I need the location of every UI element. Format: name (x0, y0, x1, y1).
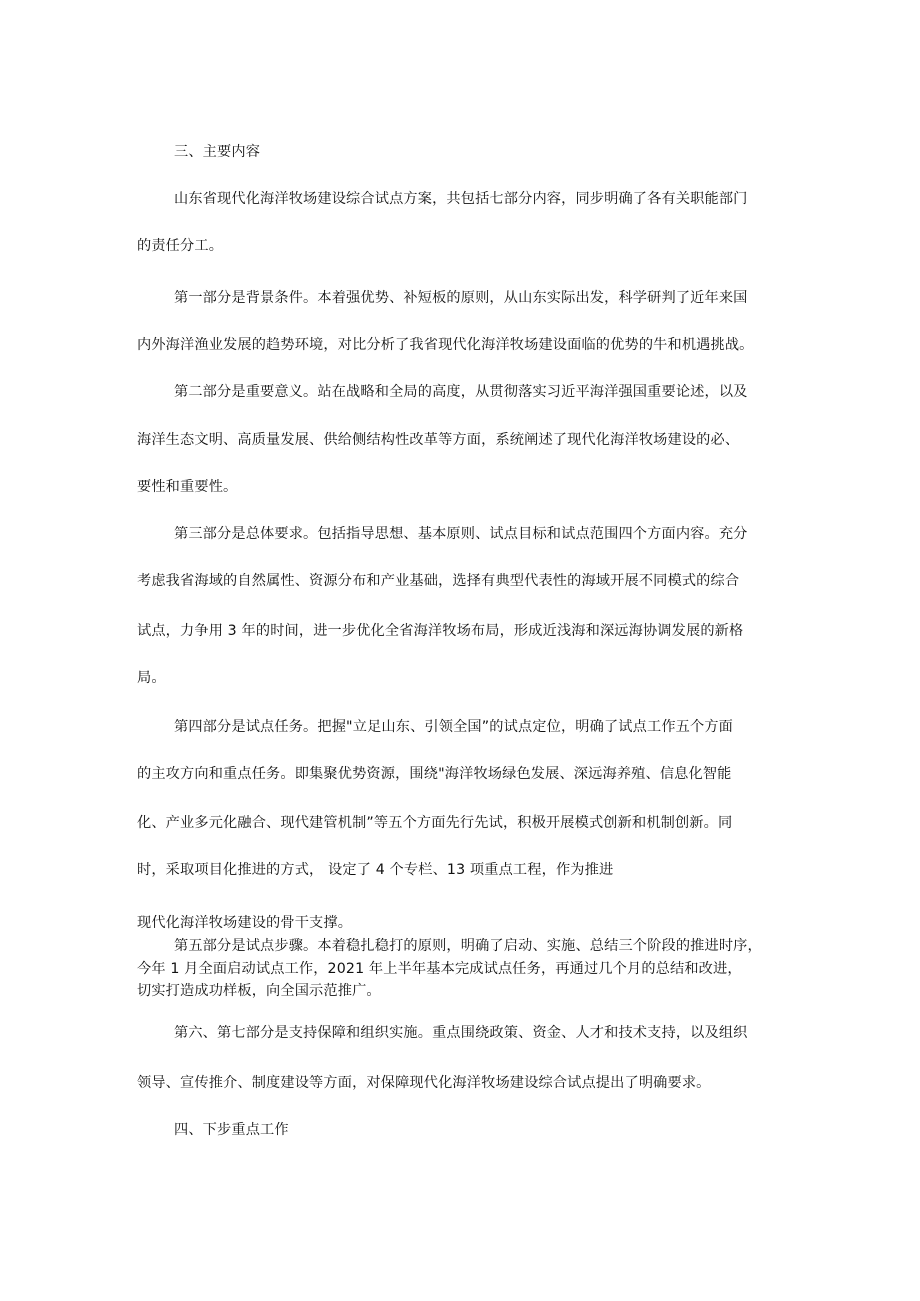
part4-paragraph-line: 时，采取项目化推进的方式， 设定了 4 个专栏、13 项重点工程，作为推进 (137, 862, 614, 878)
part4-paragraph-line: 化、产业多元化融合、现代建管机制”等五个方面先行先试，积极开展模式创新和机制创新。同 (137, 815, 733, 831)
part1-paragraph-line: 第一部分是背景条件。本着强优势、补短板的原则，从山东实际出发，科学研判了近年来国 (174, 290, 748, 306)
part6-7-paragraph-line: 领导、宣传推介、制度建设等方面，对保障现代化海洋牧场建设综合试点提出了明确要求。 (137, 1075, 711, 1091)
part4-paragraph-line: 的主攻方向和重点任务。即集聚优势资源，围绕"海洋牧场绿色发展、深远海养殖、信息化智能 (137, 766, 732, 782)
part6-7-paragraph-line: 第六、第七部分是支持保障和组织实施。重点围绕政策、资金、人才和技术支持，以及组织 (174, 1025, 748, 1041)
part3-paragraph-line: 考虑我省海域的自然属性、资源分布和产业基础，选择有典型代表性的海域开展不同模式的综合 (137, 573, 740, 589)
part2-paragraph-line: 第二部分是重要意义。站在战略和全局的高度，从贯彻落实习近平海洋强国重要论述，以及 (174, 384, 748, 400)
part4-paragraph-line: 现代化海洋牧场建设的骨干支撑。 (137, 915, 353, 931)
part1-paragraph-line: 内外海洋渔业发展的趋势环境，对比分析了我省现代化海洋牧场建设面临的优势的牛和机遇挑战。 (137, 337, 754, 353)
part3-paragraph-line: 第三部分是总体要求。包括指导思想、基本原则、试点目标和试点范围四个方面内容。充分 (174, 526, 748, 542)
intro-paragraph-line: 山东省现代化海洋牧场建设综合试点方案，共包括七部分内容，同步明确了各有关职能部门 (174, 191, 748, 207)
part3-paragraph-line: 试点，力争用 3 年的时间，进一步优化全省海洋牧场布局，形成近浅海和深远海协调发展的新格 (137, 623, 744, 639)
section-heading-main-content: 三、主要内容 (174, 144, 261, 160)
part5-paragraph-line: 第五部分是试点步骤。本着稳扎稳打的原则，明确了启动、实施、总结三个阶段的推进时序， (174, 938, 762, 954)
part5-paragraph-line: 切实打造成功样板，向全国示范推广。 (137, 983, 381, 999)
part2-paragraph-line: 要性和重要性。 (137, 479, 238, 495)
part5-paragraph-line: 今年 1 月全面启动试点工作，2021 年上半年基本完成试点任务，再通过几个月的总结和改进， (137, 961, 742, 977)
part3-paragraph-line: 局。 (137, 670, 166, 686)
intro-paragraph-line: 的责任分工。 (137, 238, 224, 254)
section-heading-next-steps: 四、下步重点工作 (174, 1122, 289, 1138)
part4-paragraph-line: 第四部分是试点任务。把握"立足山东、引领全国”的试点定位，明确了试点工作五个方面 (174, 719, 734, 735)
part2-paragraph-line: 海洋生态文明、高质量发展、供给侧结构性改革等方面，系统阐述了现代化海洋牧场建设的必、 (137, 432, 740, 448)
